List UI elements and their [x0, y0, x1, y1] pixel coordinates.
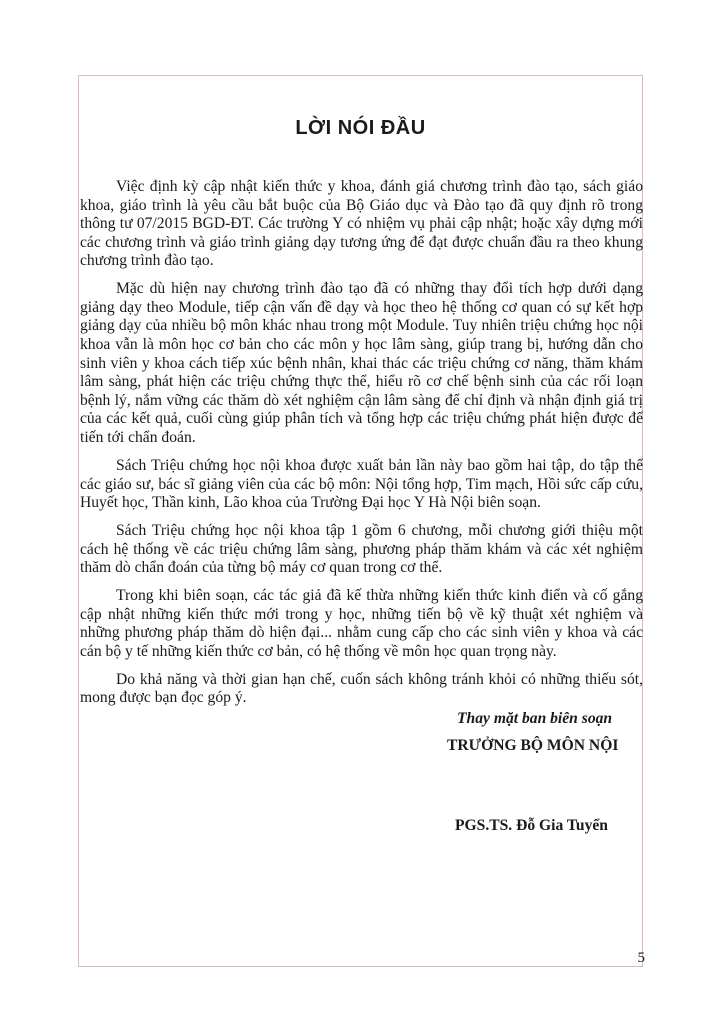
paragraph-2: Mặc dù hiện nay chương trình đào tạo đã có những thay đổi tích hợp dưới dạng giảng dạy theo Module, tiếp cận vấn đề dạy và học theo hệ thống cơ quan có sự kết hợp giảng dạy của nhiều bộ môn khác nhau trong một Module. Tuy nhiên triệu chứng học nội khoa vẫn là môn học cơ bản cho các môn y học lâm sàng, giúp trang bị, hướng dẫn cho sinh viên y khoa cách tiếp xúc bệnh nhân, khai thác các triệu chứng cơ năng, thăm khám lâm sàng, phát hiện các triệu chứng thực thể, hiểu rõ cơ chế bệnh sinh của các rối loạn bệnh lý, nắm vững các thăm dò xét nghiệm cận lâm sàng để chỉ định và nhận định giá trị của các kết quả, cuối cùng giúp phân tích và tổng hợp các triệu chứng phát hiện được để tiến tới chẩn đoán. [80, 280, 643, 447]
paragraph-6: Do khả năng và thời gian hạn chế, cuốn sách không tránh khỏi có những thiếu sót, mong được bạn đọc góp ý. [80, 670, 643, 707]
signature-name: PGS.TS. Đỗ Gia Tuyển [455, 817, 608, 834]
paragraph-5: Trong khi biên soạn, các tác giả đã kế thừa những kiến thức kinh điển và cố gắng cập nhật những kiến thức mới trong y học, những tiến bộ về kỹ thuật xét nghiệm và những phương pháp thăm dò hiện đại... nhằm cung cấp cho các sinh viên y khoa và các cán bộ y tế những kiến thức cơ bản, có hệ thống về môn học quan trọng này. [80, 587, 643, 660]
paragraph-4: Sách Triệu chứng học nội khoa tập 1 gồm 6 chương, mỗi chương giới thiệu một cách hệ thống về các triệu chứng lâm sàng, phương pháp thăm khám và các xét nghiệm thăm dò chẩn đoán của từng bộ máy cơ quan trong cơ thể. [80, 521, 643, 577]
body-text [80, 178, 643, 717]
signature-position: TRƯỞNG BỘ MÔN NỘI [447, 737, 619, 754]
paragraph-1: Việc định kỳ cập nhật kiến thức y khoa, đánh giá chương trình đào tạo, sách giáo khoa, giáo trình là yêu cầu bắt buộc của Bộ Giáo dục và Đào tạo đã quy định rõ trong thông tư 07/2015 BGD-ĐT. Các trường Y có nhiệm vụ phải cập nhật; hoặc xây dựng mới các chương trình và giáo trình giảng dạy tương ứng để đạt được chuẩn đầu ra theo khung chương trình đào tạo. [80, 178, 643, 270]
page-number: 5 [637, 950, 645, 966]
page-title: LỜI NÓI ĐẦU [295, 117, 426, 139]
signature-role: Thay mặt ban biên soạn [457, 710, 613, 727]
paragraph-3: Sách Triệu chứng học nội khoa được xuất bản lần này bao gồm hai tập, do tập thể các giáo sư, bác sĩ giảng viên của các bộ môn: Nội tổng hợp, Tim mạch, Hồi sức cấp cứu, Huyết học, Thần kinh, Lão khoa của Trường Đại học Y Hà Nội biên soạn. [80, 456, 643, 512]
